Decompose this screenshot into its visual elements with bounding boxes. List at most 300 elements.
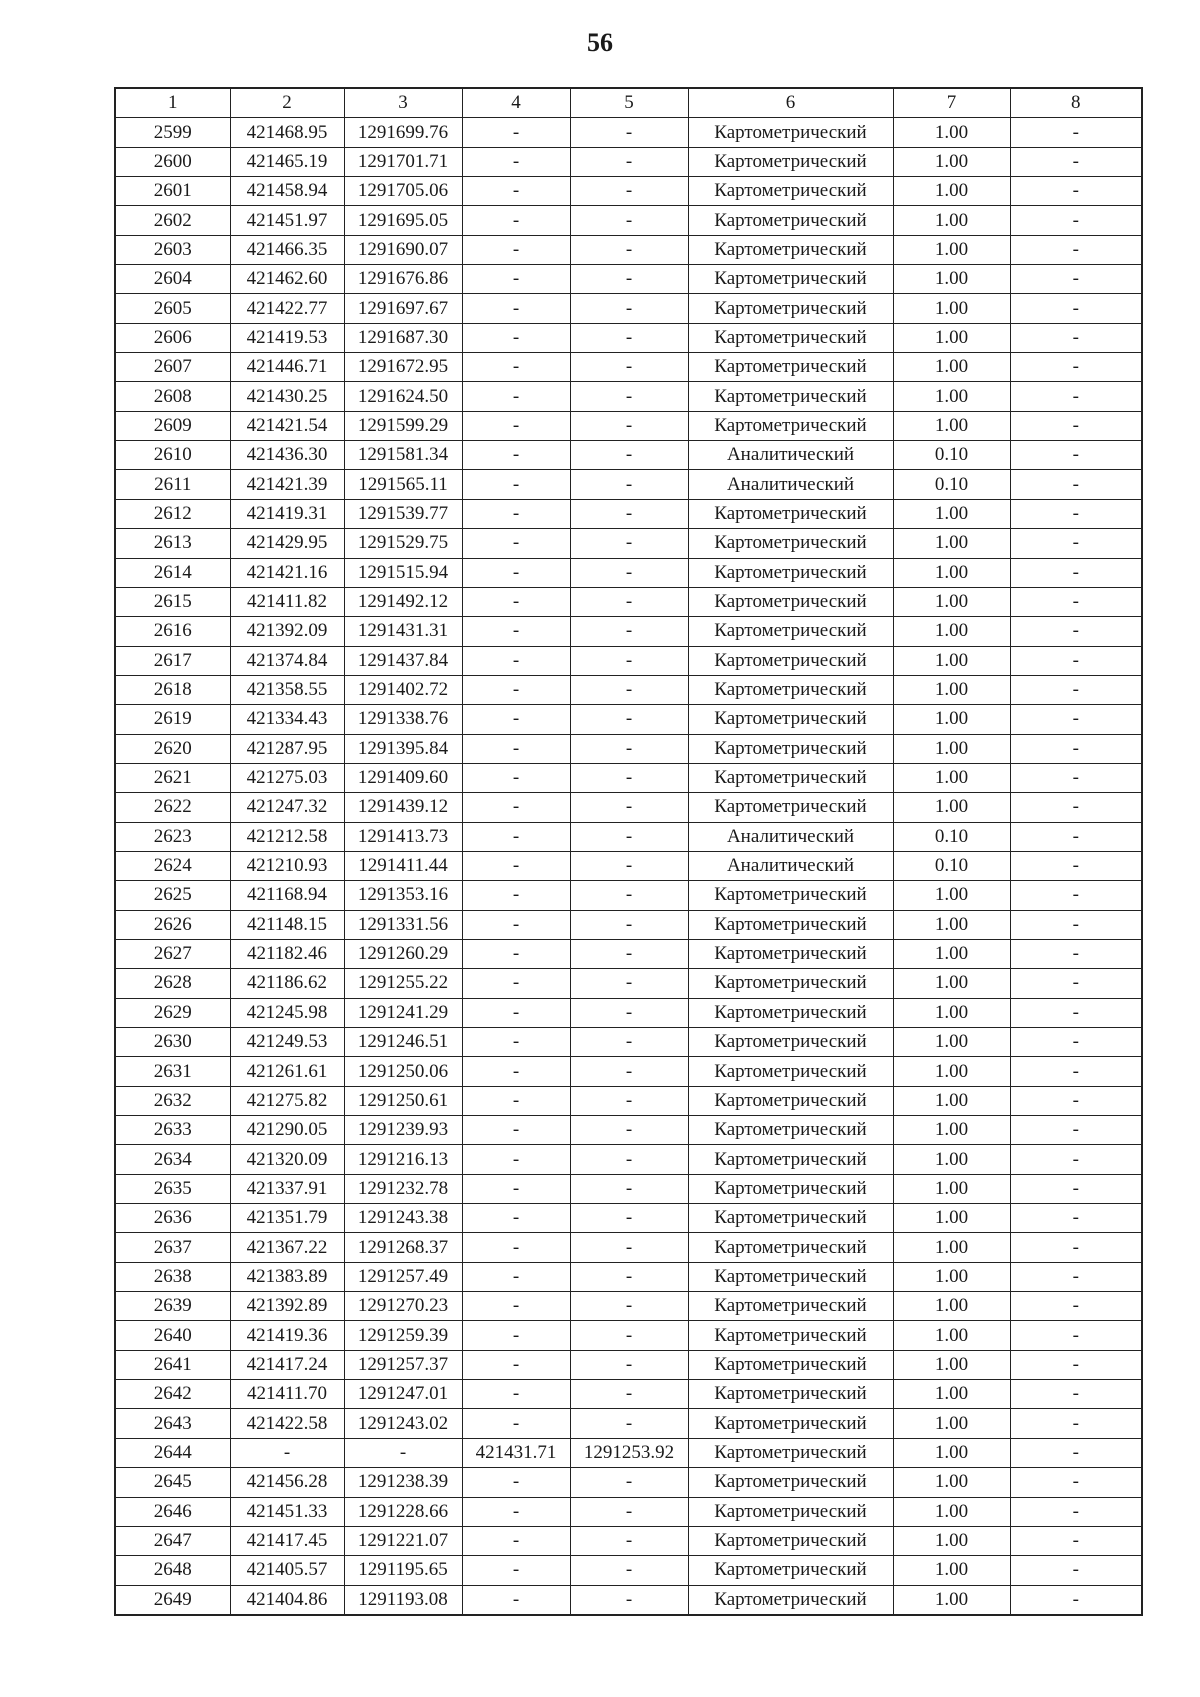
table-cell: 2637 — [115, 1233, 230, 1262]
table-row — [115, 939, 1142, 968]
table-cell: 2636 — [115, 1204, 230, 1233]
table-cell: 2647 — [115, 1526, 230, 1555]
table-cell: 1.00 — [893, 881, 1010, 910]
table-cell: - — [1010, 177, 1142, 206]
table-cell: 1291492.12 — [344, 587, 462, 616]
table-cell: 1.00 — [893, 969, 1010, 998]
table-cell: - — [462, 1145, 570, 1174]
table-cell: 1291705.06 — [344, 177, 462, 206]
table-cell: - — [462, 470, 570, 499]
table-cell: - — [1010, 441, 1142, 470]
table-cell: 1.00 — [893, 1497, 1010, 1526]
table-cell: - — [570, 734, 688, 763]
table-row — [115, 1556, 1142, 1585]
table-cell: Картометрический — [688, 587, 893, 616]
table-cell: - — [570, 646, 688, 675]
table-cell: - — [1010, 969, 1142, 998]
table-cell: Картометрический — [688, 1585, 893, 1615]
table-cell: - — [462, 881, 570, 910]
table-cell: 1291413.73 — [344, 822, 462, 851]
table-cell: 421451.33 — [230, 1497, 344, 1526]
table-cell: 1.00 — [893, 558, 1010, 587]
table-cell: Аналитический — [688, 441, 893, 470]
table-cell: 1.00 — [893, 1145, 1010, 1174]
table-cell: - — [462, 705, 570, 734]
table-cell: 421421.54 — [230, 411, 344, 440]
table-cell: Картометрический — [688, 118, 893, 147]
table-row — [115, 998, 1142, 1027]
table-cell: 1.00 — [893, 294, 1010, 323]
table-cell: - — [1010, 235, 1142, 264]
table-cell: 2623 — [115, 822, 230, 851]
table-row — [115, 705, 1142, 734]
table-cell: Картометрический — [688, 1409, 893, 1438]
table-cell: 421334.43 — [230, 705, 344, 734]
table-cell: - — [1010, 382, 1142, 411]
table-cell: - — [570, 382, 688, 411]
table-cell: - — [462, 529, 570, 558]
table-cell: 1291699.76 — [344, 118, 462, 147]
table-cell: - — [570, 294, 688, 323]
table-cell: - — [1010, 499, 1142, 528]
table-cell: 421468.95 — [230, 118, 344, 147]
table-cell: 421417.24 — [230, 1350, 344, 1379]
table-cell: 2612 — [115, 499, 230, 528]
table-cell: - — [570, 1116, 688, 1145]
table-cell: - — [462, 1233, 570, 1262]
table-cell: 1.00 — [893, 1116, 1010, 1145]
table-cell: 1291353.16 — [344, 881, 462, 910]
table-cell: 421446.71 — [230, 353, 344, 382]
header-row — [115, 88, 1142, 118]
table-cell: Аналитический — [688, 470, 893, 499]
table-row — [115, 646, 1142, 675]
table-cell: 1291216.13 — [344, 1145, 462, 1174]
table-cell: 1291687.30 — [344, 323, 462, 352]
table-row — [115, 1350, 1142, 1379]
table-cell: - — [462, 411, 570, 440]
table-cell: 2618 — [115, 675, 230, 704]
table-row — [115, 1233, 1142, 1262]
table-cell: - — [462, 1262, 570, 1291]
table-cell: 1291515.94 — [344, 558, 462, 587]
table-cell: - — [1010, 206, 1142, 235]
table-cell: 1291241.29 — [344, 998, 462, 1027]
table-cell: 421351.79 — [230, 1204, 344, 1233]
table-cell: - — [570, 1292, 688, 1321]
table-cell: 421411.82 — [230, 587, 344, 616]
table-cell: - — [462, 235, 570, 264]
table-cell: 1.00 — [893, 939, 1010, 968]
table-cell: 2611 — [115, 470, 230, 499]
table-cell: - — [1010, 1380, 1142, 1409]
table-row — [115, 441, 1142, 470]
table-cell: - — [570, 851, 688, 880]
table-cell: 1291581.34 — [344, 441, 462, 470]
coordinates-table — [114, 87, 1143, 1616]
table-cell: - — [462, 1350, 570, 1379]
table-cell: 1291529.75 — [344, 529, 462, 558]
table-cell: 1.00 — [893, 177, 1010, 206]
table-cell: 421417.45 — [230, 1526, 344, 1555]
table-cell: Картометрический — [688, 177, 893, 206]
table-cell: - — [1010, 558, 1142, 587]
table-cell: Картометрический — [688, 646, 893, 675]
table-cell: 1.00 — [893, 793, 1010, 822]
table-cell: 1291268.37 — [344, 1233, 462, 1262]
table-cell: - — [1010, 147, 1142, 176]
table-cell: 1.00 — [893, 675, 1010, 704]
table-cell: 2641 — [115, 1350, 230, 1379]
table-cell: 2639 — [115, 1292, 230, 1321]
table-cell: 1.00 — [893, 1380, 1010, 1409]
table-cell: Картометрический — [688, 1380, 893, 1409]
table-cell: - — [344, 1438, 462, 1467]
table-cell: 421245.98 — [230, 998, 344, 1027]
table-cell: 421421.39 — [230, 470, 344, 499]
table-cell: - — [570, 910, 688, 939]
table-row — [115, 793, 1142, 822]
table-cell: 2640 — [115, 1321, 230, 1350]
table-cell: - — [570, 265, 688, 294]
table-cell: - — [1010, 1233, 1142, 1262]
table-row — [115, 147, 1142, 176]
table-cell: 2625 — [115, 881, 230, 910]
table-cell: 1291411.44 — [344, 851, 462, 880]
table-row — [115, 1468, 1142, 1497]
table-cell: 1.00 — [893, 499, 1010, 528]
table-cell: - — [1010, 734, 1142, 763]
table-cell: Картометрический — [688, 1438, 893, 1467]
table-cell: 1291255.22 — [344, 969, 462, 998]
table-cell: 421337.91 — [230, 1174, 344, 1203]
table-cell: 2622 — [115, 793, 230, 822]
table-cell: - — [1010, 675, 1142, 704]
table-cell: - — [462, 323, 570, 352]
table-cell: 1.00 — [893, 1028, 1010, 1057]
table-cell: 2638 — [115, 1262, 230, 1291]
table-cell: - — [1010, 1145, 1142, 1174]
table-cell: 1.00 — [893, 763, 1010, 792]
table-cell: Картометрический — [688, 1556, 893, 1585]
table-cell: 2648 — [115, 1556, 230, 1585]
table-cell: - — [462, 969, 570, 998]
table-cell: - — [462, 118, 570, 147]
table-cell: 421374.84 — [230, 646, 344, 675]
table-cell: 421404.86 — [230, 1585, 344, 1615]
table-cell: 1291260.29 — [344, 939, 462, 968]
table-cell: - — [570, 1057, 688, 1086]
table-cell: 2608 — [115, 382, 230, 411]
table-cell: Картометрический — [688, 294, 893, 323]
table-cell: - — [1010, 646, 1142, 675]
table-cell: Картометрический — [688, 617, 893, 646]
table-cell: - — [570, 1468, 688, 1497]
table-cell: 421148.15 — [230, 910, 344, 939]
table-cell: - — [462, 734, 570, 763]
table-cell: 1.00 — [893, 1526, 1010, 1555]
table-cell: - — [570, 969, 688, 998]
table-cell: 2631 — [115, 1057, 230, 1086]
table-row — [115, 323, 1142, 352]
table-row — [115, 763, 1142, 792]
table-cell: - — [462, 294, 570, 323]
table-cell: Картометрический — [688, 147, 893, 176]
table-row — [115, 1204, 1142, 1233]
table-cell: 421367.22 — [230, 1233, 344, 1262]
table-cell: - — [1010, 1321, 1142, 1350]
table-cell: 1.00 — [893, 1262, 1010, 1291]
table-cell: 421421.16 — [230, 558, 344, 587]
table-cell: 1291232.78 — [344, 1174, 462, 1203]
table-cell: 421436.30 — [230, 441, 344, 470]
table-cell: Картометрический — [688, 1526, 893, 1555]
table-cell: - — [570, 705, 688, 734]
table-cell: 1.00 — [893, 529, 1010, 558]
table-row — [115, 1585, 1142, 1615]
table-cell: Картометрический — [688, 1350, 893, 1379]
table-cell: 1291539.77 — [344, 499, 462, 528]
table-row — [115, 118, 1142, 147]
table-row — [115, 235, 1142, 264]
table-cell: - — [1010, 1409, 1142, 1438]
table-row — [115, 206, 1142, 235]
table-cell: 1291243.02 — [344, 1409, 462, 1438]
table-cell: - — [1010, 1174, 1142, 1203]
table-row — [115, 851, 1142, 880]
table-cell: Картометрический — [688, 910, 893, 939]
table-cell: - — [570, 529, 688, 558]
table-cell: - — [462, 763, 570, 792]
table-cell: 1291221.07 — [344, 1526, 462, 1555]
table-cell: 1291270.23 — [344, 1292, 462, 1321]
table-cell: 2607 — [115, 353, 230, 382]
table-cell: 1.00 — [893, 1438, 1010, 1467]
table-cell: Картометрический — [688, 1204, 893, 1233]
table-row — [115, 265, 1142, 294]
table-cell: Картометрический — [688, 705, 893, 734]
table-cell: - — [570, 470, 688, 499]
table-cell: Картометрический — [688, 411, 893, 440]
page-number: 56 — [587, 28, 613, 57]
table-cell: 1.00 — [893, 147, 1010, 176]
table-cell: 2606 — [115, 323, 230, 352]
table-cell: Картометрический — [688, 558, 893, 587]
header-cell: 7 — [893, 88, 1010, 118]
table-cell: 421419.53 — [230, 323, 344, 352]
table-cell: - — [570, 1526, 688, 1555]
table-cell: 1291338.76 — [344, 705, 462, 734]
table-cell: 421261.61 — [230, 1057, 344, 1086]
table-row — [115, 294, 1142, 323]
table-cell: 2601 — [115, 177, 230, 206]
table-cell: Картометрический — [688, 353, 893, 382]
table-cell: Картометрический — [688, 969, 893, 998]
table-cell: - — [570, 675, 688, 704]
table-cell: Картометрический — [688, 323, 893, 352]
table-cell: - — [1010, 851, 1142, 880]
table-cell: 421405.57 — [230, 1556, 344, 1585]
table-cell: 1291228.66 — [344, 1497, 462, 1526]
table-row — [115, 1409, 1142, 1438]
table-row — [115, 1262, 1142, 1291]
table-row — [115, 675, 1142, 704]
table-cell: Картометрический — [688, 1292, 893, 1321]
table-cell: 2603 — [115, 235, 230, 264]
table-cell: 2613 — [115, 529, 230, 558]
table-cell: Картометрический — [688, 675, 893, 704]
table-cell: - — [462, 851, 570, 880]
table-row — [115, 822, 1142, 851]
table-cell: - — [1010, 881, 1142, 910]
table-row — [115, 1174, 1142, 1203]
table-cell: 2646 — [115, 1497, 230, 1526]
table-cell: 2632 — [115, 1086, 230, 1115]
table-cell: 1291409.60 — [344, 763, 462, 792]
header-cell: 6 — [688, 88, 893, 118]
table-cell: - — [462, 1556, 570, 1585]
table-cell: - — [570, 881, 688, 910]
table-cell: 421458.94 — [230, 177, 344, 206]
table-cell: 1.00 — [893, 734, 1010, 763]
table-cell: 1291246.51 — [344, 1028, 462, 1057]
table-cell: - — [1010, 1585, 1142, 1615]
table-cell: - — [230, 1438, 344, 1467]
table-cell: - — [1010, 1292, 1142, 1321]
table-cell: - — [1010, 1350, 1142, 1379]
table-cell: - — [1010, 1526, 1142, 1555]
table-cell: 421287.95 — [230, 734, 344, 763]
table-cell: - — [1010, 1556, 1142, 1585]
table-cell: - — [462, 382, 570, 411]
table-cell: 1.00 — [893, 1057, 1010, 1086]
table-cell: - — [570, 1556, 688, 1585]
table-cell: 421320.09 — [230, 1145, 344, 1174]
table-cell: - — [462, 1086, 570, 1115]
table-cell: - — [1010, 910, 1142, 939]
table-cell: 1291259.39 — [344, 1321, 462, 1350]
table-cell: 1.00 — [893, 587, 1010, 616]
table-cell: 1291695.05 — [344, 206, 462, 235]
table-row — [115, 1497, 1142, 1526]
table-cell: - — [462, 1526, 570, 1555]
table-cell: - — [570, 206, 688, 235]
table-cell: - — [462, 939, 570, 968]
table-cell: 2605 — [115, 294, 230, 323]
table-cell: 2619 — [115, 705, 230, 734]
table-cell: 1.00 — [893, 118, 1010, 147]
table-cell: 2600 — [115, 147, 230, 176]
table-row — [115, 382, 1142, 411]
table-row — [115, 1145, 1142, 1174]
table-cell: 421419.36 — [230, 1321, 344, 1350]
table-cell: - — [1010, 822, 1142, 851]
table-cell: - — [1010, 617, 1142, 646]
table-cell: - — [462, 1116, 570, 1145]
table-cell: 421392.09 — [230, 617, 344, 646]
table-cell: - — [462, 265, 570, 294]
table-cell: Аналитический — [688, 822, 893, 851]
table-cell: 1291395.84 — [344, 734, 462, 763]
table-cell: 1291193.08 — [344, 1585, 462, 1615]
table-cell: - — [570, 1350, 688, 1379]
table-cell: - — [1010, 118, 1142, 147]
header-cell: 5 — [570, 88, 688, 118]
table-cell: 2616 — [115, 617, 230, 646]
table-cell: 1291250.61 — [344, 1086, 462, 1115]
table-cell: Картометрический — [688, 1497, 893, 1526]
table-cell: - — [570, 1204, 688, 1233]
table-cell: 421430.25 — [230, 382, 344, 411]
table-cell: 2624 — [115, 851, 230, 880]
table-cell: - — [462, 1380, 570, 1409]
table-cell: 421451.97 — [230, 206, 344, 235]
table-header — [115, 88, 1142, 118]
table-cell: Картометрический — [688, 1028, 893, 1057]
table-cell: 421290.05 — [230, 1116, 344, 1145]
table-cell: 1.00 — [893, 1585, 1010, 1615]
table-cell: 1.00 — [893, 1174, 1010, 1203]
table-cell: 421182.46 — [230, 939, 344, 968]
table-cell: - — [1010, 470, 1142, 499]
table-cell: - — [570, 1585, 688, 1615]
table-cell: - — [1010, 529, 1142, 558]
table-cell: - — [462, 617, 570, 646]
table-cell: 2633 — [115, 1116, 230, 1145]
table-cell: 1.00 — [893, 1409, 1010, 1438]
table-cell: 421456.28 — [230, 1468, 344, 1497]
table-cell: 1.00 — [893, 323, 1010, 352]
table-cell: - — [462, 793, 570, 822]
table-cell: Картометрический — [688, 499, 893, 528]
table-cell: - — [462, 1057, 570, 1086]
table-cell: 1291690.07 — [344, 235, 462, 264]
table-cell: - — [462, 1497, 570, 1526]
table-cell: - — [1010, 265, 1142, 294]
table-cell: - — [570, 558, 688, 587]
table-cell: - — [1010, 763, 1142, 792]
table-cell: - — [1010, 411, 1142, 440]
table-cell: 1.00 — [893, 206, 1010, 235]
table-cell: 1.00 — [893, 382, 1010, 411]
table-cell: Картометрический — [688, 793, 893, 822]
table-cell: 1291331.56 — [344, 910, 462, 939]
table-cell: - — [462, 1321, 570, 1350]
table-cell: Картометрический — [688, 1116, 893, 1145]
table-cell: - — [462, 587, 570, 616]
table-cell: - — [570, 1145, 688, 1174]
table-cell: 2629 — [115, 998, 230, 1027]
table-cell: - — [570, 1262, 688, 1291]
table-cell: 421392.89 — [230, 1292, 344, 1321]
table-row — [115, 881, 1142, 910]
table-cell: 421275.03 — [230, 763, 344, 792]
table-cell: 2615 — [115, 587, 230, 616]
table-cell: - — [1010, 1086, 1142, 1115]
table-cell: - — [462, 1585, 570, 1615]
table-cell: 1291195.65 — [344, 1556, 462, 1585]
table-cell: - — [462, 1409, 570, 1438]
table-cell: 1291247.01 — [344, 1380, 462, 1409]
table-cell: 1.00 — [893, 353, 1010, 382]
table-cell: - — [570, 587, 688, 616]
table-cell: 0.10 — [893, 851, 1010, 880]
table-cell: 1.00 — [893, 1350, 1010, 1379]
table-cell: - — [462, 910, 570, 939]
table-row — [115, 1292, 1142, 1321]
table-cell: 1291238.39 — [344, 1468, 462, 1497]
table-cell: - — [462, 1468, 570, 1497]
